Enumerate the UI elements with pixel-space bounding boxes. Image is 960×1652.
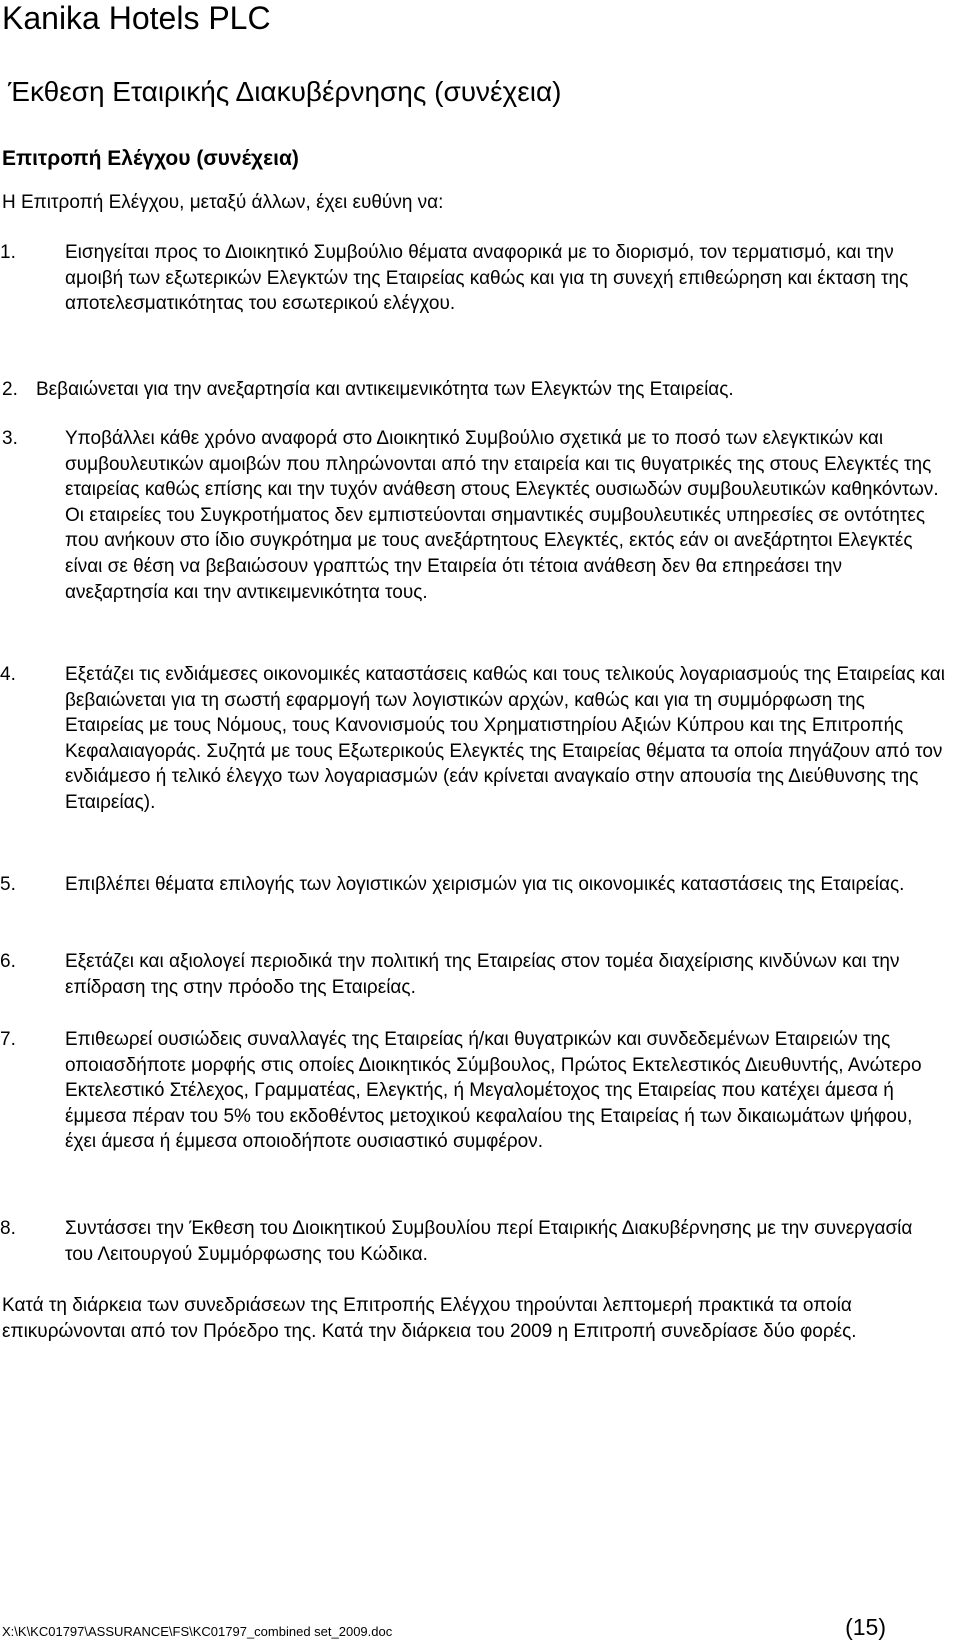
- list-item-number: 2.: [2, 379, 18, 400]
- list-item-number: 4.: [0, 664, 16, 685]
- company-name: Kanika Hotels PLC: [2, 0, 271, 36]
- list-item-text: Επιθεωρεί ουσιώδεις συναλλαγές της Εταιρείας ή/και θυγατρικών και συνδεδεμένων Εταιρειών της οποιασδήποτε μορφής στις οποίες Διοικητικός Σύμβουλος, Πρώτος Εκτελεστικός Διευθυντής, Ανώτερο Εκτελεστικό Στέλεχος, Γραμματέας, Ελεγκτής, ή Μεγαλομέτοχος της Εταιρείας που κατέχει άμεσα ή έμμεσα πέραν του 5% του εκδοθέντος μετοχικού κεφαλαίου της Εταιρείας ή των δικαιωμάτων ψήφου, έχει άμεσα ή έμμεσα οποιοδήποτε ουσιαστικό συμφέρον.: [65, 1029, 922, 1153]
- page-number: (15): [845, 1614, 886, 1640]
- list-item-number: 7.: [0, 1029, 16, 1050]
- list-item-text: Εισηγείται προς το Διοικητικό Συμβούλιο θέματα αναφορικά με το διορισμό, τον τερματισμό, και την αμοιβή των εξωτερικών Ελεγκτών της Εταιρείας καθώς και για τη συνεχή επιθεώρηση και έκταση της αποτελεσματικότητας του εσωτερικού ελέγχου.: [65, 242, 909, 315]
- list-item-number: 6.: [0, 951, 16, 972]
- list-item-text: Επιβλέπει θέματα επιλογής των λογιστικών χειρισμών για τις οικονομικές καταστάσεις της Εταιρείας.: [65, 874, 905, 895]
- list-item-text: Συντάσσει την Έκθεση του Διοικητικού Συμβουλίου περί Εταιρικής Διακυβέρνησης με την συνεργασία του Λειτουργού Συμμόρφωσης του Κώδικα.: [65, 1218, 913, 1265]
- closing-paragraph: Κατά τη διάρκεια των συνεδριάσεων της Επιτροπής Ελέγχου τηρούνται λεπτομερή πρακτικά τα οποία επικυρώνονται από τον Πρόεδρο της. Κατά την διάρκεια του 2009 η Επιτροπή συνεδρίασε δύο φορές.: [2, 1295, 857, 1342]
- list-item-number: 5.: [0, 874, 16, 895]
- section-title: Επιτροπή Ελέγχου (συνέχεια): [2, 147, 299, 170]
- report-title: Έκθεση Εταιρικής Διακυβέρνησης (συνέχεια): [8, 76, 562, 107]
- list-item-text: Εξετάζει και αξιολογεί περιοδικά την πολιτική της Εταιρείας στον τομέα διαχείρισης κινδύνων και την επίδραση της στην πρόοδο της Εταιρείας.: [65, 951, 900, 998]
- list-item-number: 1.: [0, 242, 16, 263]
- list-item-number: 3.: [2, 428, 18, 449]
- list-item-number: 8.: [0, 1218, 16, 1239]
- list-item-text: Βεβαιώνεται για την ανεξαρτησία και αντικειμενικότητα των Ελεγκτών της Εταιρείας.: [36, 379, 734, 400]
- footer-file-path: X:\K\KC01797\ASSURANCE\FS\KC01797_combined set_2009.doc: [2, 1624, 393, 1639]
- list-item-text: Εξετάζει τις ενδιάμεσες οικονομικές καταστάσεις καθώς και τους τελικούς λογαριασμούς της Εταιρείας και βεβαιώνεται για τη σωστή εφαρμογή των λογιστικών αρχών, καθώς και για τη συμμόρφωση της Εταιρείας με τους Νόμους, τους Κανονισμούς του Χρηματιστηρίου Αξιών Κύπρου και της Επιτροπής Κεφαλαιαγοράς. Συζητά με τους Εξωτερικούς Ελεγκτές της Εταιρείας θέματα τα οποία πηγάζουν από τον ενδιάμεσο ή τελικό έλεγχο των λογαριασμών (εάν κρίνεται αναγκαίο στην απουσία της Διεύθυνσης της Εταιρείας).: [65, 664, 945, 813]
- section-intro: Η Επιτροπή Ελέγχου, μεταξύ άλλων, έχει ευθύνη να:: [2, 192, 444, 213]
- list-item-text: Υποβάλλει κάθε χρόνο αναφορά στο Διοικητικό Συμβούλιο σχετικά με το ποσό των ελεγκτικών και συμβουλευτικών αμοιβών που πληρώνονται από την εταιρεία και τις θυγατρικές της στους Ελεγκτές της εταιρείας καθώς επίσης και την τυχόν ανάθεση στους Ελεγκτές ουσιωδών συμβουλευτικών καθηκόντων. Οι εταιρείες του Συγκροτήματος δεν εμπιστεύονται σημαντικές συμβουλευτικές υπηρεσίες σε οντότητες που ανήκουν στο ίδιο συγκρότημα με τους ανεξάρτητους Ελεγκτές, εκτός εάν οι ανεξάρτητοι Ελεγκτές είναι σε θέση να βεβαιώσουν γραπτώς την Εταιρεία ότι τέτοια ανάθεση δεν θα επηρεάσει την ανεξαρτησία και την αντικειμενικότητα τους.: [65, 428, 939, 603]
